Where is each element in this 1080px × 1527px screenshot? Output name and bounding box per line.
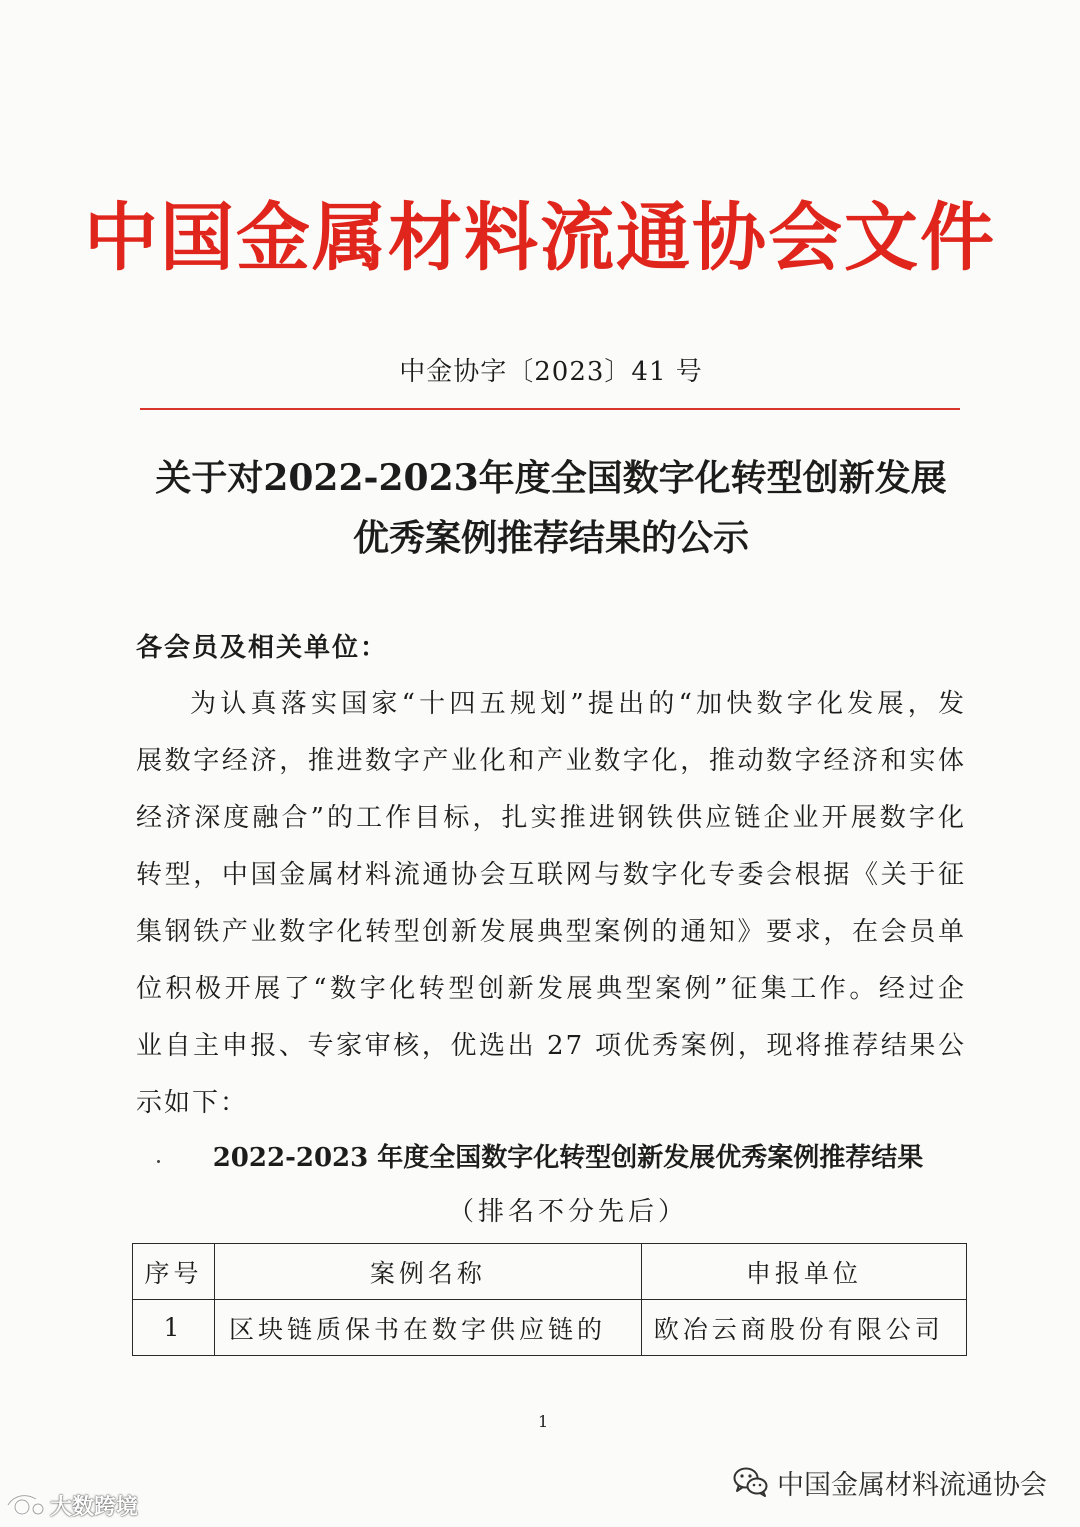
body-paragraph-line: 业自主申报、专家审核，优选出 27 项优秀案例，现将推荐结果公: [136, 1031, 966, 1061]
results-table: [132, 1243, 967, 1356]
eye-logo-icon: [6, 1491, 46, 1519]
wechat-account-name: 中国金属材料流通协会: [777, 1469, 1047, 1501]
body-paragraph-line: 示如下：: [136, 1088, 249, 1118]
wechat-icon: [733, 1466, 769, 1498]
notice-title-line-2: 优秀案例推荐结果的公示: [352, 517, 749, 559]
notice-title-line-1: 关于对2022-2023年度全国数字化转型创新发展: [155, 457, 947, 499]
column-header-applicant: 申报单位: [641, 1244, 966, 1300]
body-paragraph-line: 位积极开展了“数字化转型创新发展典型案例”征集工作。经过企: [136, 974, 966, 1004]
results-table-title: 2022-2023 年度全国数字化转型创新发展优秀案例推荐结果: [212, 1143, 924, 1173]
org-header-title: 中国金属材料流通协会文件: [84, 195, 996, 281]
site-watermark: [6, 1488, 138, 1522]
column-header-case-name: 案例名称: [214, 1244, 641, 1300]
document-number: 中金协字〔2023〕41 号: [399, 357, 703, 387]
cell-number: 1: [133, 1300, 215, 1356]
column-header-number: 序号: [133, 1244, 215, 1300]
body-paragraph-line: 转型，中国金属材料流通协会互联网与数字化专委会根据《关于征: [136, 860, 966, 890]
table-header-row: [133, 1244, 967, 1300]
body-paragraph-line: 经济深度融合”的工作目标，扎实推进钢铁供应链企业开展数字化: [136, 803, 966, 833]
table-row: [133, 1300, 967, 1356]
salutation: 各会员及相关单位：: [136, 633, 389, 663]
page-number: 1: [538, 1412, 549, 1431]
body-paragraph-line: 为认真落实国家“十四五规划”提出的“加快数字化发展，发: [190, 689, 966, 719]
cell-applicant: 欧冶云商股份有限公司: [641, 1300, 966, 1356]
site-watermark-text: 大数跨境: [50, 1494, 139, 1520]
wechat-account-credit: [733, 1462, 1047, 1502]
body-paragraph-line: 集钢铁产业数字化转型创新发展典型案例的通知》要求，在会员单: [136, 917, 966, 947]
results-table-subtitle: （排名不分先后）: [447, 1197, 688, 1227]
body-paragraph-line: 展数字经济，推进数字产业化和产业数字化，推动数字经济和实体: [136, 746, 966, 776]
cell-case-name: 区块链质保书在数字供应链的: [214, 1300, 641, 1356]
red-divider-line: [140, 408, 960, 410]
